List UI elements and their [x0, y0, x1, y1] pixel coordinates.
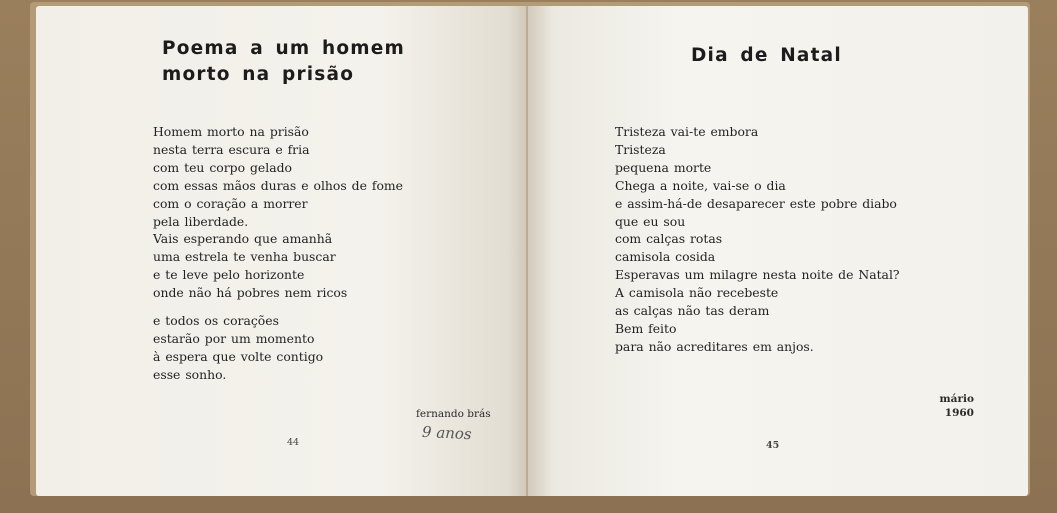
poem-line: que eu sou: [615, 213, 686, 229]
poem-line: com calças rotas: [615, 231, 723, 247]
handwritten-note: 9 anos: [421, 422, 473, 444]
stanza-2: [153, 312, 403, 384]
poem-line: Vais esperando que amanhã: [153, 231, 333, 247]
poem-line: camisola cosida: [615, 249, 716, 265]
right-stanza: [615, 123, 900, 356]
poem-line: uma estrela te venha buscar: [153, 249, 336, 265]
right-author: mário: [939, 393, 974, 405]
poem-line: pela liberdade.: [153, 213, 249, 229]
poem-line: para não acreditares em anjos.: [615, 338, 814, 354]
poem-line: esse sonho.: [153, 366, 227, 382]
right-page-number: 45: [766, 440, 780, 451]
left-author: fernando brás: [416, 408, 491, 420]
left-poem-body: [153, 123, 403, 384]
poem-line: as calças não tas deram: [615, 303, 770, 319]
poem-line: à espera que volte contigo: [153, 348, 324, 364]
poem-line: com teu corpo gelado: [153, 159, 292, 175]
right-poem-title: [691, 43, 842, 69]
poem-line: Tristeza vai-te embora: [615, 124, 759, 139]
poem-line: onde não há pobres nem ricos: [153, 285, 348, 301]
poem-line: com o coração a morrer: [153, 195, 308, 211]
left-page: [36, 6, 528, 496]
poem-line: pequena morte: [615, 159, 712, 175]
left-page-number: 44: [287, 437, 300, 448]
poem-line: nesta terra escura e fria: [153, 141, 310, 157]
poem-line: Homem morto na prisão: [153, 124, 309, 139]
poem-line: Tristeza: [615, 141, 666, 157]
title-line: Dia de Natal: [691, 45, 842, 66]
stanza-1: [153, 123, 403, 302]
right-year: 1960: [944, 407, 974, 419]
title-line: morto na prisão: [162, 64, 355, 85]
poem-line: Bem feito: [615, 320, 677, 336]
right-page: [528, 6, 1028, 496]
poem-line: Chega a noite, vai-se o dia: [615, 177, 786, 193]
left-poem-title: [162, 36, 405, 88]
right-signature: [918, 392, 974, 420]
poem-line: e todos os corações: [153, 313, 279, 329]
title-line: Poema a um homem: [162, 38, 406, 59]
poem-line: Esperavas um milagre nesta noite de Natal?: [615, 267, 900, 283]
stanza-gap: [153, 302, 403, 312]
poem-line: com essas mãos duras e olhos de fome: [153, 177, 403, 193]
poem-line: A camisola não recebeste: [615, 285, 779, 301]
poem-line: e te leve pelo horizonte: [153, 267, 305, 283]
right-poem-body: [615, 123, 900, 356]
poem-line: estarão por um momento: [153, 330, 315, 346]
poem-line: e assim-há-de desaparecer este pobre diabo: [615, 195, 897, 211]
